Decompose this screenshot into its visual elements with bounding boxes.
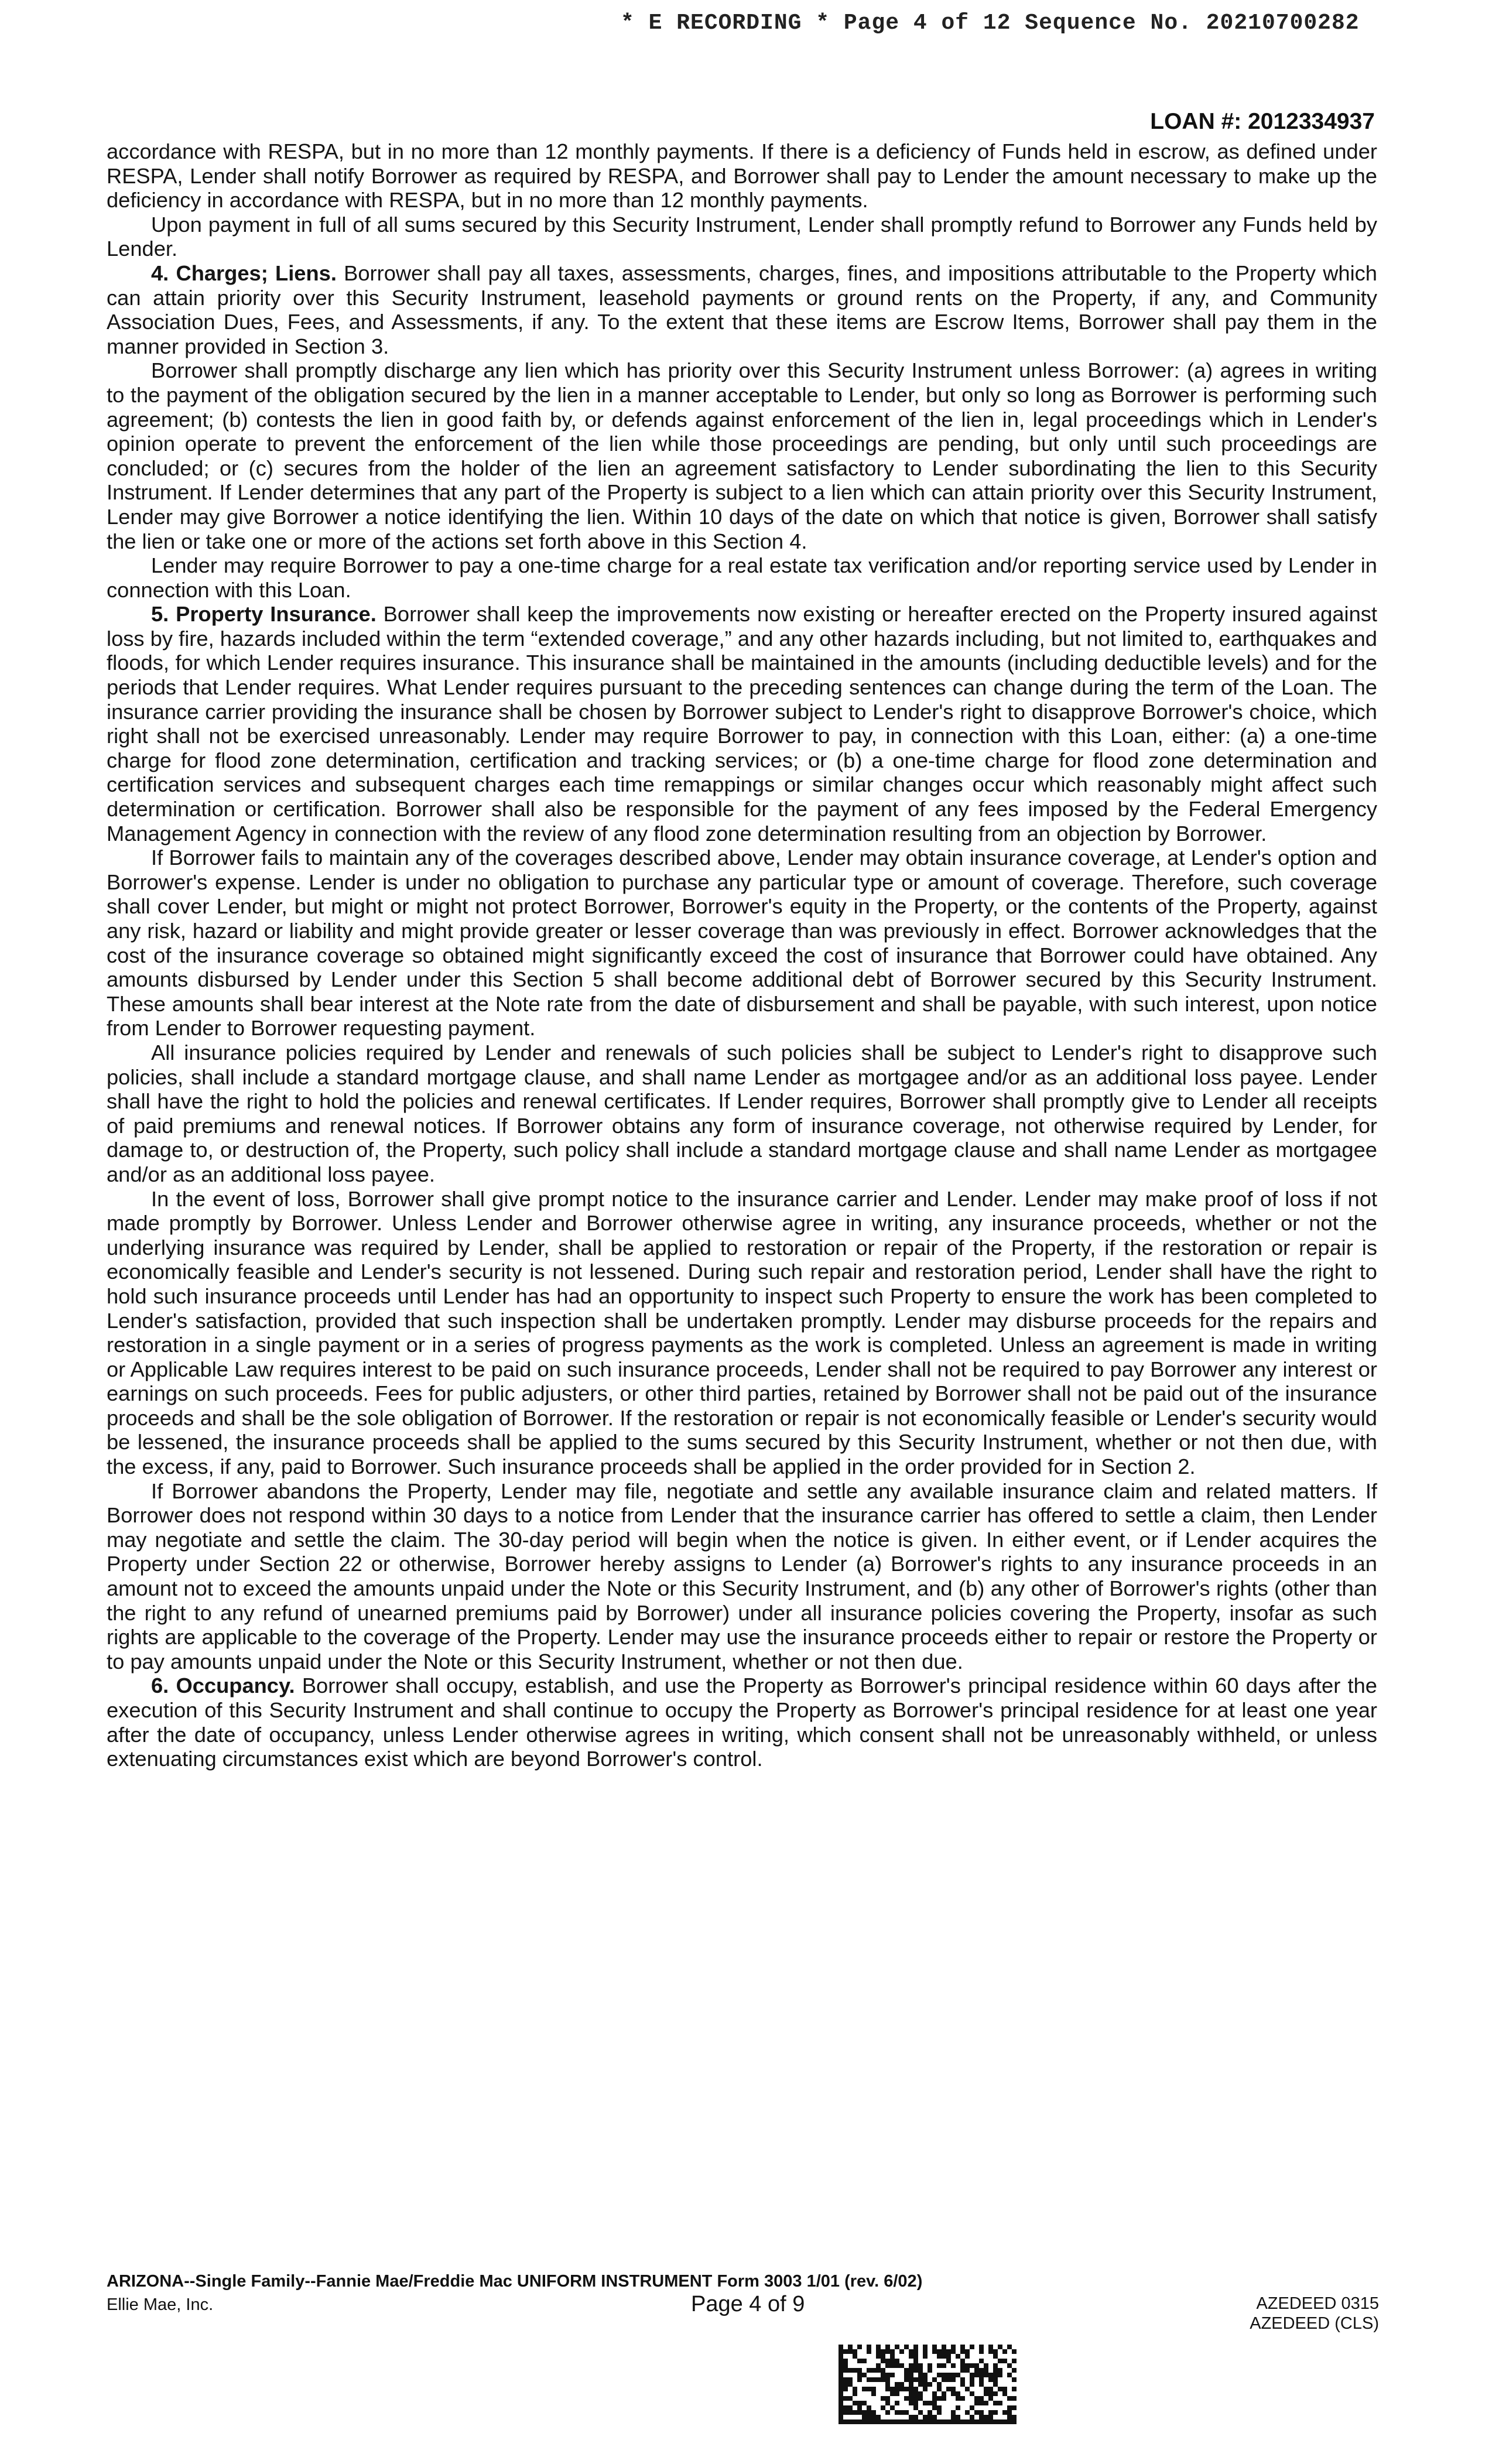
section-5-text: Borrower shall keep the improvements now existing or hereafter erected on the Property insured against loss by fire, hazards included within the term “extended coverage,” and any other hazards including, but not limited to, earthquakes and floods, for which Lender requires insurance. This insurance shall be maintained in the amounts (including deductible levels) and for the periods that Lender requires. What Lender requires pursuant to the preceding sentences can change during the term of the Loan. The insurance carrier providing the insurance shall be chosen by Borrower subject to Lender's right to disapprove Borrower's choice, which right shall not be exercised unreasonably. Lender may require Borrower to pay, in connection with this Loan, either: (a) a one-time charge for flood zone determination, certification and tracking services; or (b) a one-time charge for flood zone determination and certification services and subsequent charges each time remappings or similar changes occur which reasonably might affect such determination or certification. Borrower shall also be responsible for the payment of any fees imposed by the Federal Emergency Management Agency in connection with the review of any flood zone determination resulting from an objection by Borrower. (107, 602, 1378, 846)
paragraph-refund-funds: Upon payment in full of all sums secured by this Security Instrument, Lender shall promptly refund to Borrower any Funds held by Lender. (107, 212, 1377, 261)
footer-form-code: AZEDEED 0315 (1256, 2294, 1379, 2313)
section-4-charges-liens (107, 261, 1377, 358)
loan-number: LOAN #: 2012334937 (1150, 109, 1375, 134)
section-4-text: Borrower shall pay all taxes, assessments, charges, fines, and impositions attributable to the Property which can attain priority over this Security Instrument, leasehold payments or ground rents on the Property, if any, and Community Association Dues, Fees, and Assessments, if any. To the extent that these items are Escrow Items, Borrower shall pay them in the manner provided in Section 3. (107, 261, 1377, 358)
document-body (107, 139, 1377, 1771)
paragraph-event-of-loss: In the event of loss, Borrower shall give prompt notice to the insurance carrier and Lender. Lender may make proof of loss if not made promptly by Borrower. Unless Lender and Borrower otherwise agree in writing, any insurance proceeds, whether or not the underlying insurance was required by Lender, shall be applied to restoration or repair of the Property, if the restoration or repair is economically feasible and Lender's security is not lessened. During such repair and restoration period, Lender shall have the right to hold such insurance proceeds until Lender has had an opportunity to inspect such Property to ensure the work has been completed to Lender's satisfaction, provided that such inspection shall be undertaken promptly. Lender may disburse proceeds for the repairs and restoration in a single payment or in a series of progress payments as the work is completed. Unless an agreement is made in writing or Applicable Law requires interest to be paid on such insurance proceeds, Lender shall not be required to pay Borrower any interest or earnings on such proceeds. Fees for public adjusters, or other third parties, retained by Borrower shall not be paid out of the insurance proceeds and shall be the sole obligation of Borrower. If the restoration or repair is not economically feasible or Lender's security would be lessened, the insurance proceeds shall be applied to the sums secured by this Security Instrument, whether or not then due, with the excess, if any, paid to Borrower. Such insurance proceeds shall be applied in the order provided for in Section 2. (107, 1186, 1377, 1479)
footer-vendor: Ellie Mae, Inc. (107, 2295, 214, 2314)
section-5-heading: 5. Property Insurance. (151, 602, 377, 627)
barcode-2d-icon (839, 2345, 1017, 2424)
recording-header: * E RECORDING * Page 4 of 12 Sequence No. 20210700282 (621, 11, 1360, 36)
paragraph-abandonment: If Borrower abandons the Property, Lender may file, negotiate and settle any available insurance claim and related matters. If Borrower does not respond within 30 days to a notice from Lender that the insurance carrier has offered to settle a claim, then Lender may negotiate and settle the claim. The 30-day period will begin when the notice is given. In either event, or if Lender acquires the Property under Section 22 or otherwise, Borrower hereby assigns to Lender (a) Borrower's rights to any insurance proceeds in an amount not to exceed the amounts unpaid under the Note or this Security Instrument, and (b) any other of Borrower's rights (other than the right to any refund of unearned premiums paid by Borrower) under all insurance policies covering the Property, insofar as such rights are applicable to the coverage of the Property. Lender may use the insurance proceeds either to repair or restore the Property or to pay amounts unpaid under the Note or this Security Instrument, whether or not then due. (107, 1479, 1377, 1674)
section-6-text: Borrower shall occupy, establish, and use the Property as Borrower's principal residence within 60 days after the execution of this Security Instrument and shall continue to occupy the Property as Borrower's principal residence for at least one year after the date of occupancy, unless Lender otherwise agrees in writing, which consent shall not be unreasonably withheld, or unless extenuating circumstances exist which are beyond Borrower's control. (107, 1674, 1377, 1771)
section-6-occupancy (107, 1674, 1377, 1771)
paragraph-escrow-deficiency: accordance with RESPA, but in no more than 12 monthly payments. If there is a deficiency of Funds held in escrow, as defined under RESPA, Lender shall notify Borrower as required by RESPA, and Borrower shall pay to Lender the amount necessary to make up the deficiency in accordance with RESPA, but in no more than 12 monthly payments. (107, 139, 1377, 213)
footer-page-number: Page 4 of 9 (691, 2292, 805, 2316)
paragraph-insurance-policies: All insurance policies required by Lender and renewals of such policies shall be subject to Lender's right to disapprove such policies, shall include a standard mortgage clause, and shall name Lender as mortgagee and/or as an additional loss payee. Lender shall have the right to hold the policies and renewal certificates. If Lender requires, Borrower shall promptly give to Lender all receipts of paid premiums and renewal notices. If Borrower obtains any form of insurance coverage, not otherwise required by Lender, for damage to, or destruction of, the Property, such policy shall include a standard mortgage clause and shall name Lender as mortgagee and/or as an additional loss payee. (107, 1040, 1377, 1186)
footer-form-line: ARIZONA--Single Family--Fannie Mae/Freddie Mac UNIFORM INSTRUMENT Form 3003 1/01 (rev. 6/02) (107, 2272, 923, 2291)
paragraph-lender-coverage: If Borrower fails to maintain any of the coverages described above, Lender may obtain insurance coverage, at Lender's option and Borrower's expense. Lender is under no obligation to purchase any particular type or amount of coverage. Therefore, such coverage shall cover Lender, but might or might not protect Borrower, Borrower's equity in the Property, or the contents of the Property, against any risk, hazard or liability and might provide greater or lesser coverage than was previously in effect. Borrower acknowledges that the cost of the insurance coverage so obtained might significantly exceed the cost of insurance that Borrower could have obtained. Any amounts disbursed by Lender under this Section 5 shall become additional debt of Borrower secured by this Security Instrument. These amounts shall bear interest at the Note rate from the date of disbursement and shall be payable, with such interest, upon notice from Lender to Borrower requesting payment. (107, 846, 1377, 1041)
section-6-heading: 6. Occupancy. (151, 1674, 295, 1698)
paragraph-discharge-lien: Borrower shall promptly discharge any lien which has priority over this Security Instrument unless Borrower: (a) agrees in writing to the payment of the obligation secured by the lien in a manner acceptable to Lender, but only so long as Borrower is performing such agreement; (b) contests the lien in good faith by, or defends against enforcement of the lien in, legal proceedings which in Lender's opinion operate to prevent the enforcement of the lien while those proceedings are pending, but only until such proceedings are concluded; or (c) secures from the holder of the lien an agreement satisfactory to Lender subordinating the lien to this Security Instrument. If Lender determines that any part of the Property is subject to a lien which can attain priority over this Security Instrument, Lender may give Borrower a notice identifying the lien. Within 10 days of the date on which that notice is given, Borrower shall satisfy the lien or take one or more of the actions set forth above in this Section 4. (107, 358, 1377, 553)
section-4-heading: 4. Charges; Liens. (151, 261, 337, 285)
paragraph-tax-verification: Lender may require Borrower to pay a one-time charge for a real estate tax verification and/or reporting service used by Lender in connection with this Loan. (107, 553, 1377, 602)
section-5-property-insurance (107, 602, 1377, 846)
footer-form-code-cls: AZEDEED (CLS) (1250, 2314, 1379, 2333)
